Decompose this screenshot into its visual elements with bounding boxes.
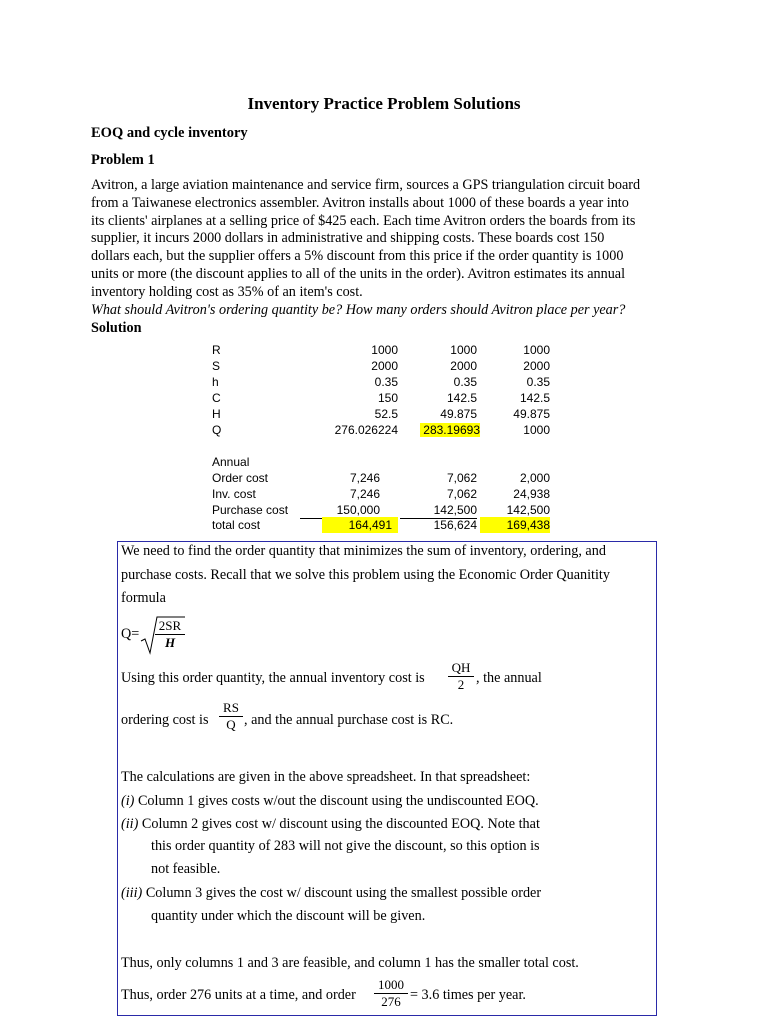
- table-row: [0, 486, 768, 502]
- fraction-numerator: 1000: [374, 977, 408, 994]
- list-item-continuation: this order quantity of 283 will not give the discount, so this option is: [151, 838, 540, 854]
- table-row: [0, 374, 768, 390]
- explanation-line: , the annual: [476, 670, 542, 686]
- cell: 142.5: [519, 391, 550, 405]
- table-row: [0, 406, 768, 422]
- cell: 142,500: [400, 502, 477, 519]
- list-item: [121, 816, 540, 833]
- row-label: Q: [212, 423, 222, 437]
- cell: 2000: [523, 359, 550, 373]
- cell: 142.5: [446, 391, 477, 405]
- explanation-line: formula: [121, 590, 166, 606]
- question: What should Avitron's ordering quantity be? How many orders should Avitron place per year?: [91, 302, 626, 318]
- cell: 49.875: [440, 407, 477, 421]
- row-label: S: [212, 359, 221, 373]
- annual-label: Annual: [212, 455, 250, 469]
- explanation-line: , and the annual purchase cost is RC.: [244, 712, 454, 728]
- explanation-line: ordering cost is: [121, 712, 209, 728]
- cell: 150,000: [300, 502, 380, 519]
- cell-highlighted: 169,438: [480, 517, 550, 533]
- table-row: [0, 342, 768, 358]
- fraction-numerator: 2SR: [155, 618, 185, 635]
- cell: 7,062: [446, 487, 477, 501]
- cell: 49.875: [513, 407, 550, 421]
- cell: 7,246: [349, 471, 380, 485]
- cell-highlighted: 164,491: [322, 517, 398, 533]
- problem-statement: [91, 177, 679, 302]
- list-marker: (ii): [121, 816, 139, 832]
- fraction-denominator: H: [164, 635, 176, 650]
- table-row: [0, 390, 768, 406]
- conclusion-line: Thus, only columns 1 and 3 are feasible, and column 1 has the smaller total cost.: [121, 955, 579, 971]
- cell: 52.5: [374, 407, 398, 421]
- conclusion-line: = 3.6 times per year.: [410, 987, 526, 1003]
- list-item-continuation: quantity under which the discount will be given.: [151, 908, 426, 924]
- explanation-line: The calculations are given in the above spreadsheet. In that spreadsheet:: [121, 769, 531, 785]
- fraction-denominator: Q: [226, 717, 236, 732]
- fraction-numerator: RS: [219, 700, 243, 717]
- list-text: Column 3 gives the cost w/ discount using the smallest possible order: [142, 885, 542, 901]
- paragraph-line: dollars each, but the supplier offers a 5% discount from this price if the order quantity is 1000: [91, 248, 624, 265]
- highlight: 283.19693: [420, 423, 480, 437]
- cell: 2,000: [519, 471, 550, 485]
- row-label: H: [212, 407, 221, 421]
- row-label: Order cost: [212, 471, 269, 485]
- solution-label: Solution: [91, 320, 142, 336]
- cell: 7,246: [349, 487, 380, 501]
- cell: 7,062: [446, 471, 477, 485]
- problem-heading: Problem 1: [91, 152, 155, 168]
- cell: 1000: [371, 343, 398, 357]
- paragraph-line: units or more (the discount applies to all of the units in the order). Avitron estimates its annual: [91, 265, 626, 282]
- eoq-formula-label: Q=: [121, 626, 140, 642]
- cell: 2000: [450, 359, 477, 373]
- explanation-line: Using this order quantity, the annual inventory cost is: [121, 670, 425, 686]
- row-label: Purchase cost: [212, 503, 289, 517]
- conclusion-line: Thus, order 276 units at a time, and order: [121, 987, 356, 1003]
- paragraph-line: Avitron, a large aviation maintenance and service firm, sources a GPS triangulation circuit board: [91, 177, 641, 193]
- fraction-denominator: 2: [457, 677, 465, 692]
- cell: 2000: [371, 359, 398, 373]
- cell: 1000: [523, 423, 550, 437]
- list-marker: (iii): [121, 885, 143, 901]
- cell: 1000: [450, 343, 477, 357]
- cell: 1000: [523, 343, 550, 357]
- table-row: [0, 517, 768, 533]
- explanation-line: We need to find the order quantity that minimizes the sum of inventory, ordering, and: [121, 543, 606, 559]
- section-heading: EOQ and cycle inventory: [91, 125, 248, 141]
- fraction-denominator: 276: [381, 994, 401, 1009]
- table-row: [0, 502, 768, 518]
- eoq-fraction: [155, 618, 185, 651]
- table-row: [0, 454, 768, 470]
- table-row: [0, 422, 768, 438]
- paragraph-line: supplier, it incurs 2000 dollars in administrative and shipping costs. These boards cost 150: [91, 230, 605, 247]
- cell-highlighted: [400, 422, 480, 438]
- list-text: Column 2 gives cost w/ discount using the discounted EOQ. Note that: [138, 816, 540, 832]
- row-label: C: [212, 391, 221, 405]
- explanation-line: purchase costs. Recall that we solve this problem using the Economic Order Quanitity: [121, 567, 610, 583]
- list-item: [121, 885, 541, 902]
- page-title: Inventory Practice Problem Solutions: [247, 94, 521, 113]
- fraction-numerator: QH: [448, 660, 474, 677]
- list-marker: (i): [121, 793, 135, 809]
- cell: 0.35: [526, 375, 550, 389]
- cell: 0.35: [374, 375, 398, 389]
- list-text: Column 1 gives costs w/out the discount using the undiscounted EOQ.: [134, 793, 539, 809]
- cell: 276.026224: [334, 423, 398, 437]
- paragraph-line: from a Taiwanese electronics assembler. Avitron installs about 1000 of these boards a year into: [91, 194, 629, 211]
- orders-fraction: [374, 977, 408, 1010]
- inv-cost-fraction: [448, 660, 474, 693]
- table-row: [0, 470, 768, 486]
- list-item-continuation: not feasible.: [151, 861, 221, 877]
- paragraph-line: its clients' airplanes at a selling price of $425 each. Each time Avitron orders the boards from its: [91, 212, 636, 229]
- ord-cost-fraction: [219, 700, 243, 733]
- table-row: [0, 358, 768, 374]
- row-label: total cost: [212, 518, 261, 532]
- list-item: [121, 793, 539, 810]
- cell: 150: [377, 391, 398, 405]
- row-label: R: [212, 343, 221, 357]
- cell: 0.35: [453, 375, 477, 389]
- paragraph-line: inventory holding cost as 35% of an item's cost.: [91, 283, 363, 300]
- cell: 142,500: [480, 502, 550, 519]
- cell: 156,624: [433, 518, 477, 532]
- row-label: h: [212, 375, 219, 389]
- cell: 24,938: [513, 487, 550, 501]
- row-label: Inv. cost: [212, 487, 256, 501]
